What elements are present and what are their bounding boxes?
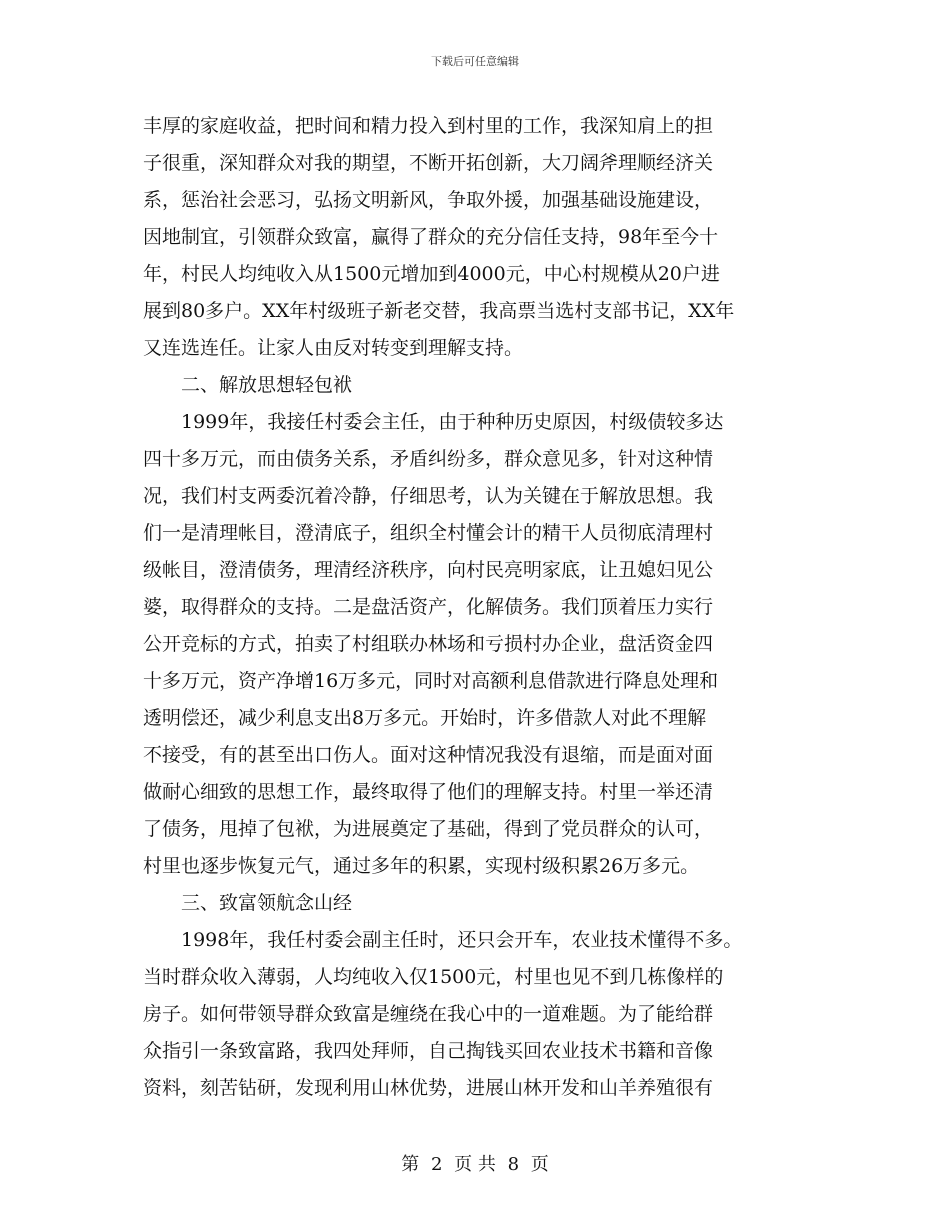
body-line: 做耐心细致的思想工作，最终取得了他们的理解支持。村里一举还清 bbox=[143, 781, 714, 803]
body-line: 年，村民人均纯收入从1500元增加到4000元，中心村规模从20户进 bbox=[143, 263, 720, 285]
footer-label-page: 第 bbox=[401, 1154, 420, 1175]
body-line: 众指引一条致富路，我四处拜师，自己掏钱买回农业技术书籍和音像 bbox=[143, 1040, 714, 1062]
body-line: 村里也逐步恢复元气，通过多年的积累，实现村级积累26万多元。 bbox=[143, 855, 700, 877]
section-heading: 二、解放思想轻包袱 bbox=[143, 374, 353, 396]
section-heading: 三、致富领航念山经 bbox=[143, 892, 353, 914]
body-line: 婆，取得群众的支持。二是盘活资产，化解债务。我们顶着压力实行 bbox=[143, 596, 714, 618]
body-line: 房子。如何带领导群众致富是缠绕在我心中的一道难题。为了能给群 bbox=[143, 1003, 714, 1025]
footer-label-end: 页 bbox=[530, 1154, 549, 1175]
body-line: 子很重，深知群众对我的期望，不断开拓创新，大刀阔斧理顺经济关 bbox=[143, 152, 714, 174]
footer-total-pages: 8 bbox=[507, 1154, 520, 1175]
footer-current-page: 2 bbox=[430, 1154, 443, 1175]
page-header-note: 下载后可任意编辑 bbox=[431, 55, 519, 68]
body-line: 因地制宜，引领群众致富，赢得了群众的充分信任支持，98年至今十 bbox=[143, 226, 719, 248]
body-line: 透明偿还，减少利息支出8万多元。开始时，许多借款人对此不理解 bbox=[143, 707, 707, 729]
body-line: 况，我们村支两委沉着冷静，仔细思考，认为关键在于解放思想。我 bbox=[143, 485, 714, 507]
body-line: 十多万元，资产净增16万多元，同时对高额利息借款进行降息处理和 bbox=[143, 670, 719, 692]
body-line: 展到80多户。XX年村级班子新老交替，我高票当选村支部书记，XX年 bbox=[143, 300, 735, 322]
body-line: 当时群众收入薄弱，人均纯收入仅1500元，村里也见不到几栋像样的 bbox=[143, 966, 724, 988]
body-line: 1998年，我任村委会副主任时，还只会开车，农业技术懂得不多。 bbox=[143, 929, 743, 951]
body-line: 丰厚的家庭收益，把时间和精力投入到村里的工作，我深知肩上的担 bbox=[143, 115, 714, 137]
body-line: 系，惩治社会恶习，弘扬文明新风，争取外援，加强基础设施建设， bbox=[143, 189, 714, 211]
document-body bbox=[143, 108, 823, 1107]
body-line: 四十多万元，而由债务关系，矛盾纠纷多，群众意见多，针对这种情 bbox=[143, 448, 714, 470]
body-line: 1999年，我接任村委会主任，由于种种历史原因，村级债较多达 bbox=[143, 411, 724, 433]
page-number-footer bbox=[0, 1150, 950, 1176]
body-line: 资料，刻苦钻研，发现利用山林优势，进展山林开发和山羊养殖很有 bbox=[143, 1077, 714, 1099]
body-line: 又连选连任。让家人由反对转变到理解支持。 bbox=[143, 337, 524, 359]
body-line: 公开竞标的方式，拍卖了村组联办林场和亏损村办企业，盘活资金四 bbox=[143, 633, 714, 655]
body-line: 们一是清理帐目，澄清底子，组织全村懂会计的精干人员彻底清理村 bbox=[143, 522, 714, 544]
body-line: 级帐目，澄清债务，理清经济秩序，向村民亮明家底，让丑媳妇见公 bbox=[143, 559, 714, 581]
body-line: 了债务，甩掉了包袱，为进展奠定了基础，得到了党员群众的认可， bbox=[143, 818, 714, 840]
body-line: 不接受，有的甚至出口伤人。面对这种情况我没有退缩，而是面对面 bbox=[143, 744, 714, 766]
footer-label-of: 页 共 bbox=[454, 1154, 496, 1175]
